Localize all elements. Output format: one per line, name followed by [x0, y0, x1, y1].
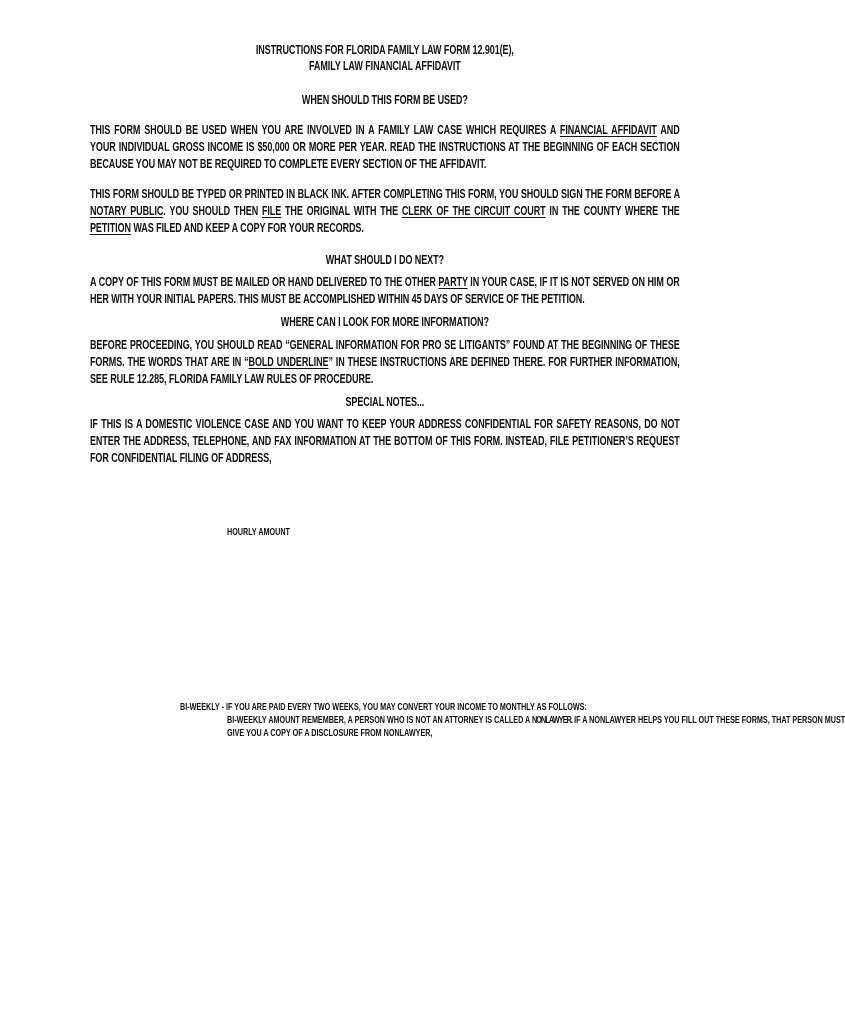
- defined-term: PARTY: [438, 275, 468, 289]
- section-heading-info: WHERE CAN I LOOK FOR MORE INFORMATION?: [280, 315, 489, 329]
- text-run: IN THE COUNTY WHERE THE: [545, 204, 680, 218]
- biweekly-instruction: BI-WEEKLY - IF YOU ARE PAID EVERY TWO WEEKS, YOU MAY CONVERT YOUR INCOME TO MONTHLY AS FOLLOWS:: [180, 702, 587, 713]
- text-run: NONLAWYER.: [531, 715, 573, 726]
- defined-term: FINANCIAL AFFIDAVIT: [559, 123, 657, 137]
- paragraph-next: [90, 274, 680, 308]
- defined-term: FILE: [261, 204, 282, 218]
- disclosure-line: GIVE YOU A COPY OF A DISCLOSURE FROM NONLAWYER,: [227, 728, 433, 739]
- section-heading-when: WHEN SHOULD THIS FORM BE USED?: [301, 93, 468, 107]
- paragraph-when-1: [90, 122, 680, 173]
- text-run: ” IN THESE INSTRUCTIONS ARE DEFINED THERE. FOR FURTHER INFORMATION, SEE RULE 12.285, FLORIDA FAMILY LAW RULES OF PROCEDURE.: [90, 355, 680, 386]
- form-reference: PETITIONER’S REQUEST FOR CONFIDENTIAL FILING OF ADDRESS,: [90, 434, 680, 465]
- defined-term: NOTARY PUBLIC: [90, 204, 164, 218]
- hourly-amount-label: HOURLY AMOUNT: [227, 527, 290, 538]
- section-heading-notes: SPECIAL NOTES...: [345, 395, 425, 409]
- title-line-2: FAMILY LAW FINANCIAL AFFIDAVIT: [309, 59, 461, 73]
- paragraph-info: [90, 337, 680, 388]
- text-run: . YOU SHOULD THEN: [163, 204, 262, 218]
- text-run: AND YOUR INDIVIDUAL GROSS INCOME IS $50,000 OR MORE PER YEAR. READ THE INSTRUCTIONS AT THE BEGINNING OF EACH SECTION BECAUSE YOU MAY NOT BE REQUIRED TO COMPLETE EVERY SECTION OF THE AFFIDAVIT.: [90, 123, 680, 171]
- defined-term: CLERK OF THE CIRCUIT COURT: [401, 204, 546, 218]
- document-title: [90, 42, 680, 74]
- paragraph-notes: [90, 416, 680, 467]
- text-run: THE ORIGINAL WITH THE: [281, 204, 402, 218]
- text-run: A COPY OF THIS FORM MUST BE MAILED OR HAND DELIVERED TO THE OTHER: [90, 275, 439, 289]
- paragraph-when-2: [90, 186, 680, 237]
- text-run: IN YOUR CASE, IF IT IS NOT SERVED ON HIM OR HER WITH YOUR INITIAL PAPERS. THIS MUST BE ACCOMPLISHED WITHIN 45 DAYS OF SERVICE OF THE PETITION.: [90, 275, 680, 306]
- defined-term: PETITION: [90, 221, 131, 235]
- section-heading-next: WHAT SHOULD I DO NEXT?: [325, 253, 444, 267]
- text-run: THIS FORM SHOULD BE TYPED OR PRINTED IN BLACK INK. AFTER COMPLETING THIS FORM, YOU SHOULD SIGN THE FORM BEFORE A: [90, 187, 680, 201]
- title-line-1: INSTRUCTIONS FOR FLORIDA FAMILY LAW FORM 12.901(E),: [255, 43, 514, 57]
- text-run: WAS FILED AND KEEP A COPY FOR YOUR RECORDS.: [130, 221, 364, 235]
- text-run: BEFORE PROCEEDING, YOU SHOULD READ “GENERAL INFORMATION FOR PRO SE LITIGANTS” FOUND AT THE BEGINNING OF THESE FORMS. THE WORDS THAT ARE IN “: [90, 338, 680, 369]
- text-run: IF A NONLAWYER HELPS YOU FILL OUT THESE FORMS, THAT PERSON MUST: [572, 715, 845, 726]
- text-run: BI-WEEKLY AMOUNT REMEMBER, A PERSON WHO IS NOT AN ATTORNEY IS CALLED A: [227, 715, 532, 726]
- text-run: IF THIS IS A DOMESTIC VIOLENCE CASE AND YOU WANT TO KEEP YOUR ADDRESS CONFIDENTIAL FOR SAFETY REASONS, DO NOT ENTER THE ADDRESS, TELEPHONE, AND FAX INFORMATION AT THE BOTTOM OF THIS FORM. INSTEAD, FILE: [90, 417, 680, 448]
- text-run: THIS FORM SHOULD BE USED WHEN YOU ARE INVOLVED IN A FAMILY LAW CASE WHICH REQUIRES A: [90, 123, 560, 137]
- defined-term: BOLD UNDERLINE: [248, 355, 329, 369]
